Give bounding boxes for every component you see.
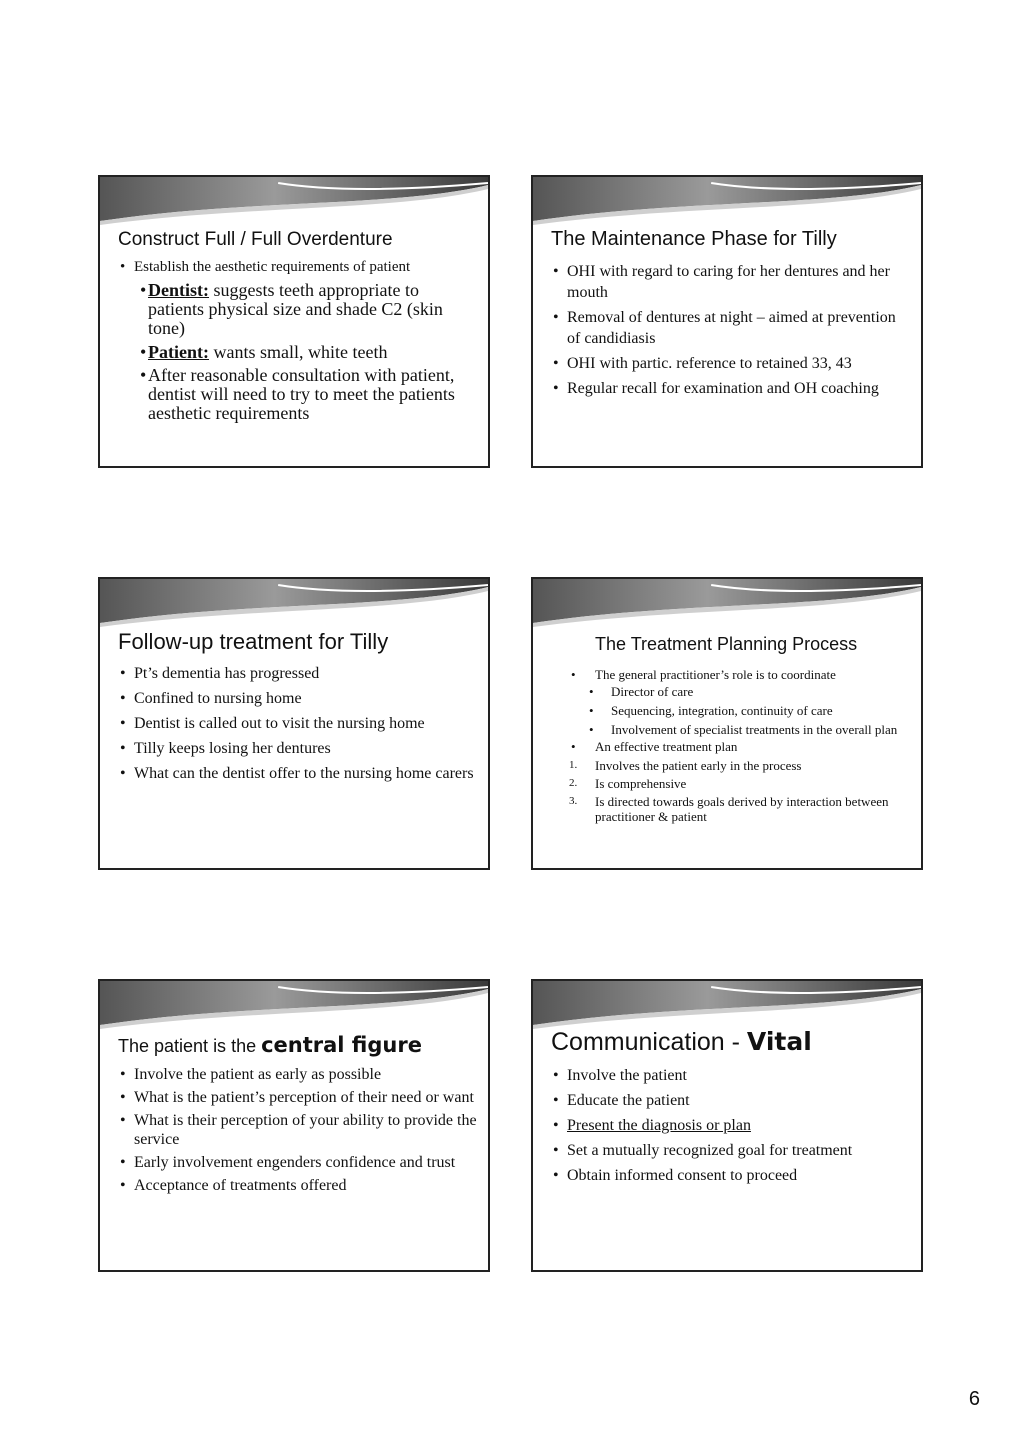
numbered-item: 3. Is directed towards goals derived by interaction between practitioner & patient [569,794,889,824]
bullet-item: • The general practitioner’s role is to coordinate [569,667,911,682]
bullet-item: • Confined to nursing home [118,688,478,709]
bullet-item: • Establish the aesthetic requirements of patient [118,259,478,276]
bullet-item: • An effective treatment plan [569,739,911,754]
bullet-item: • OHI with regard to caring for her dentures and her mouth [551,261,911,303]
bullet-item: • Regular recall for examination and OH coaching [551,378,911,399]
bullet-item: • Involve the patient as early as possible [118,1065,478,1084]
bullet-item: • Tilly keeps losing her dentures [118,738,478,759]
slide-maintenance-phase [531,175,923,468]
slide-banner-graphic [533,579,921,627]
page-number: 6 [968,1388,980,1410]
slide-banner-graphic [100,981,488,1029]
bullet-item: • Acceptance of treatments offered [118,1176,478,1195]
numbered-item: 2. Is comprehensive [569,776,687,791]
slide-banner-graphic [533,981,921,1029]
slide-title: Follow-up treatment for Tilly [118,629,389,654]
slide-title: The patient is the central figure [118,1033,422,1057]
bullet-item: • Set a mutually recognized goal for treatment [551,1140,911,1161]
bullet-item: • Obtain informed consent to proceed [551,1165,911,1186]
bullet-item: • Pt’s dementia has progressed [118,663,478,684]
bullet-item: • Educate the patient [551,1090,911,1111]
slide-title: The Maintenance Phase for Tilly [551,228,837,250]
slide-banner-graphic [533,177,921,225]
bullet-item: • After reasonable consultation with patient, dentist will need to try to meet the patients aesthetic requirements [138,366,478,423]
sub-bullet-item: • Involvement of specialist treatments in the overall plan [587,722,911,737]
bullet-item-dentist: • Dentist: suggests teeth appropriate to patients physical size and shade C2 (skin tone) [138,281,478,338]
slide-follow-up-treatment [98,577,490,870]
bullet-item: • Early involvement engenders confidence and trust [118,1153,478,1172]
bullet-item: • Involve the patient [551,1065,911,1086]
slide-banner-graphic [100,177,488,225]
slide-banner-graphic [100,579,488,627]
sub-bullet-item: • Director of care [587,684,911,699]
slide-title: The Treatment Planning Process [595,634,858,654]
bullet-item: • What is their perception of your ability to provide the service [118,1111,478,1149]
slide-patient-central-figure [98,979,490,1272]
bullet-item-patient: • Patient: wants small, white teeth [138,343,478,362]
slide-communication-vital [531,979,923,1272]
slide-title: Construct Full / Full Overdenture [118,229,393,250]
slide-title: Communication - Vital [551,1027,812,1056]
bullet-item: • What can the dentist offer to the nursing home carers [118,763,478,784]
bullet-item: • Removal of dentures at night – aimed at prevention of candidiasis [551,307,911,349]
slide-treatment-planning-process [531,577,923,870]
sub-bullet-item: • Sequencing, integration, continuity of care [587,703,911,718]
slide-construct-overdenture [98,175,490,468]
numbered-item: 1. Involves the patient early in the process [569,758,802,773]
bullet-item: • Dentist is called out to visit the nursing home [118,713,478,734]
bullet-item: • Present the diagnosis or plan [551,1115,911,1136]
bullet-item: • What is the patient’s perception of their need or want [118,1088,478,1107]
bullet-item: • OHI with partic. reference to retained 33, 43 [551,353,911,374]
